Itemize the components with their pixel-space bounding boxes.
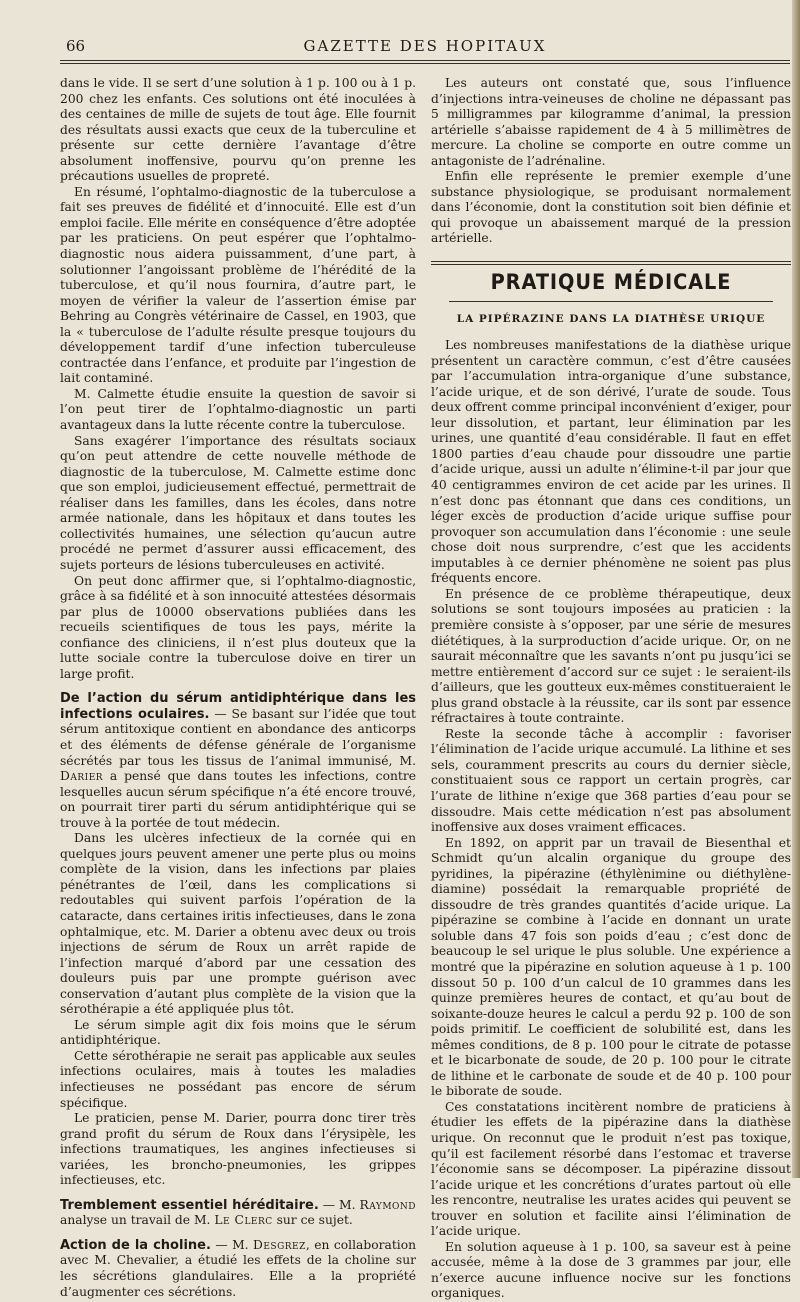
page-number: 66 xyxy=(66,37,86,55)
text-run: — M. xyxy=(210,1237,253,1252)
spacer xyxy=(60,1229,416,1238)
section-rule xyxy=(431,261,791,265)
spacer xyxy=(60,1189,416,1198)
running-title: GAZETTE DES HOPITAUX xyxy=(303,37,547,55)
page-edge xyxy=(792,0,800,1178)
paragraph: Le sérum simple agit dix fois moins que le sérum antidiphtérique. xyxy=(60,1017,416,1048)
paragraph: Les auteurs ont constaté que, sous l’influence d’injections intra-veineuses de choline ne dépassant pas 5 milligrammes par kilogramme d’animal, la pression artérielle s’abaisse rapidement de 4 à 5 millimètres de mercure. La choline se comporte en outre comme un antagoniste de l’adrénaline. xyxy=(431,76,791,168)
section-heading: De l’action du sérum antidiphtérique dans les infections oculaires. xyxy=(60,691,416,722)
author-name: Darier xyxy=(60,769,104,784)
text-run: sur ce sujet. xyxy=(272,1213,353,1228)
paragraph: On peut donc affirmer que, si l’ophtalmo-diagnostic, grâce à sa fidélité et à son innocuité attestées désormais par plus de 10000 observations publiées dans les recueils scientifiques de tous les pays, mérite la confiance des cliniciens, il n’est plus douteux que la lutte sociale contre la tuberculose doive en tirer un large profit. xyxy=(60,573,416,681)
paragraph: Dans les ulcères infectieux de la cornée qui en quelques jours peuvent amener une perte plus ou moins complète de la vision, dans les infections par plaies pénétrantes de l’œil, dans les complications si redoutables qui suivent parfois l’opération de la cataracte, dans certaines iritis infectieuses, dans le zona ophtalmique, etc. M. Darier a obtenu avec deux ou trois injections de sérum de Roux un arrêt rapide de l’infection marqué d’abord par une cessation des douleurs puis par une prompte guérison avec conservation d’autant plus complète de la vision que la sérothérapie a été appliquée plus tôt. xyxy=(60,831,416,1017)
author-name: Desgrez xyxy=(253,1237,306,1252)
paragraph: En résumé, l’ophtalmo-diagnostic de la tuberculose a fait ses preuves de fidélité et d’innocuité. Elle est d’un emploi facile. Elle mérite en conséquence d’être adoptée par les praticiens. On peut espérer que l’ophtalmo-diagnostic nous aidera puissamment, d’une part, à solutionner l’angoissant problème de l’hérédité de la tuberculose, et qu’il nous fournira, d’autre part, le moyen de vérifier la valeur de l’assertion émise par Behring au Congrès vétérinaire de Cassel, en 1903, que la « tuberculose de l’adulte résulte presque toujours du développement tardif d’une infection tuberculeuse contractée dans l’enfance, et produite par l’ingestion de lait contaminé. xyxy=(60,184,416,386)
page-header xyxy=(60,37,790,59)
paragraph: dans le vide. Il se sert d’une solution à 1 p. 100 ou à 1 p. 200 chez les enfants. Ces solutions ont été inoculées à des centaines de mille de sujets de tout âge. Elle fournit des résultats aussi exacts que ceux de la tuberculine et présente sur cette dernière l’avantage d’être absolument inoffensive, pourvu qu’on prenne les précautions usuelles de propreté. xyxy=(60,76,416,184)
section-heading: Tremblement essentiel héréditaire. xyxy=(60,1197,319,1213)
section-diphtheria xyxy=(60,691,416,831)
paragraph: Ces constatations incitèrent nombre de praticiens à étudier les effets de la pipérazine dans la diathèse urique. On reconnut que le produit n’est pas toxique, qu’il est facilement résorbé dans l’estomac et traverse l’économie sans se décomposer. La pipérazine dissout l’acide urique et les concrétions d’urates partout où elle les rencontre, neutralise les urates acides qui peuvent se trouver en solution et facilite ainsi l’élimination de l’acide urique. xyxy=(431,1099,791,1239)
title-rule xyxy=(449,301,773,302)
paragraph: En 1892, on apprit par un travail de Biesenthal et Schmidt qu’un alcalin organique du groupe des pyridines, la pipérazine (éthylènimine ou diéthylène-diamine) possédait la remarquable propriété de dissoudre de très grandes quantités d’acide urique. La pipérazine se combine à l’acide en donnant un urate soluble dans 47 fois son poids d’eau ; c’est donc de beaucoup le sel urique le plus soluble. Une expérience a montré que la pipérazine en solution aqueuse à 1 p. 100 dissout 50 p. 100 d’un calcul de 10 grammes dans les quinze premières heures de contact, et qu’au bout de soixante-douze heures le calcul a perdu 92 p. 100 de son poids primitif. Le coefficient de solubilité est, dans les mêmes conditions, de 8 p. 100 pour le citrate de potasse et le bicarbonate de soude, de 20 p. 100 pour le citrate de lithine et le carbonate de soude et de 40 p. 100 pour le biborate de soude. xyxy=(431,835,791,1099)
paragraph: Cette sérothérapie ne serait pas applicable aux seules infections oculaires, mais à toutes les maladies infectieuses ne possédant pas encore de sérum spécifique. xyxy=(60,1048,416,1110)
section-tremblement xyxy=(60,1198,416,1229)
article-title: LA PIPÉRAZINE DANS LA DIATHÈSE URIQUE xyxy=(456,312,766,325)
paragraph: Enfin elle représente le premier exemple d’une substance physiologique, se produisant normalement dans l’économie, dont la constitution soit bien définie et qui provoque un abaissement marqué de la pression artérielle. xyxy=(431,169,791,246)
section-title: PRATIQUE MÉDICALE xyxy=(490,270,732,295)
paragraph: M. Calmette étudie ensuite la question de savoir si l’on peut tirer de l’ophtalmo-diagnostic un parti avantageux dans la lutte récente contre la tuberculose. xyxy=(60,386,416,433)
paragraph: En solution aqueuse à 1 p. 100, sa saveur est à peine accusée, même à la dose de 3 grammes par jour, elle n’exerce aucune influence nocive sur les fonctions organiques. xyxy=(431,1239,791,1301)
paragraph: Reste la seconde tâche à accomplir : favoriser l’élimination de l’acide urique accumulé. La lithine et ses sels, couramment prescrits au cours du dernier siècle, constituaient sous ce rapport un certain progrès, car l’urate de lithine n’exige que 368 parties d’eau pour se dissoudre. Mais cette médication n’est pas absolument inoffensive aux doses vraiment efficaces. xyxy=(431,726,791,835)
paragraph: Les nombreuses manifestations de la diathèse urique présentent un caractère commun, c’est d’être causées par l’accumulation intra-organique d’une substance, l’acide urique, et de son dérivé, l’urate de soude. Tous deux offrent comme principal inconvénient d’exiger, pour leur dissolution, et partant, leur élimination par les urines, une quantité d’eau considérable. Il faut en effet 1800 parties d’eau chaude pour dissoudre une partie d’acide urique, aussi un adulte n’élimine-t-il par jour que 40 centigrammes environ de cet acide par les urines. Il n’est donc pas étonnant que dans ces conditions, un léger excès de production d’acide urique suffise pour provoquer son accumulation dans l’économie : une seule chose doit nous surprendre, c’est que les accidents imputables à ce dernier phénomène ne soient pas plus fréquents encore. xyxy=(431,338,791,586)
spacer xyxy=(60,682,416,691)
author-name: Raymond xyxy=(359,1197,417,1212)
paragraph: Le praticien, pense M. Darier, pourra donc tirer très grand profit du sérum de Roux dans l’érysipèle, les infections traumatiques, les angines infectieuses si variées, les broncho-pneumonies, les grippes infectieuses, etc. xyxy=(60,1111,416,1188)
text-run: — Se basant sur l’idée que tout sérum antitoxique contient en abondance des anticorps et des éléments de défense générale de l’organisme sécrétés par tous les tissus de l’animal immunisé, M. xyxy=(60,706,416,768)
header-rule xyxy=(60,60,790,64)
paragraph: Sans exagérer l’importance des résultats sociaux qu’on peut attendre de cette nouvelle méthode de diagnostic de la tuberculose, M. Calmette estime donc que son emploi, judicieusement effectué, permettrait de réaliser dans les familles, dans les écoles, dans notre armée nationale, dans les hôpitaux et dans toutes les collectivités humaines, une sélection qu’aucun autre procédé ne permet d’assurer aussi efficacement, des sujets porteurs de lésions tuberculeuses en activité. xyxy=(60,433,416,572)
right-column xyxy=(431,76,791,1302)
section-heading: Action de la choline. xyxy=(60,1237,211,1253)
text-run: , en collaboration avec M. Chevalier, a étudié les effets de la choline sur les sécrétions glandulaires. Elle a la propriété d’augmenter ces sécrétions. xyxy=(60,1237,417,1299)
text-run: — M. xyxy=(318,1197,360,1212)
text-run: a pensé que dans toutes les infections, contre lesquelles aucun sérum spécifique n’a été encore trouvé, on pourrait tirer parti du sérum antidiphtérique qui se trouve à la portée de tout médecin. xyxy=(60,769,416,830)
section-choline xyxy=(60,1238,416,1300)
text-run: analyse un travail de M. xyxy=(60,1213,215,1228)
left-column xyxy=(60,76,416,1300)
paragraph: En présence de ce problème thérapeutique, deux solutions se sont toujours imposées au praticien : la première consiste à s’opposer, par une série de mesures diététiques, à la surproduction d’acide urique. Or, on ne saurait méconnaître que les savants n’ont pu jusqu’ici se mettre entièrement d’accord sur ce sujet : le seraient-ils d’ailleurs, que les goutteux eux-mêmes constitueraient le plus grand obstacle à la réussite, car ils sont par essence réfractaires à toute contrainte. xyxy=(431,586,791,726)
author-name: Le Clerc xyxy=(214,1213,273,1228)
